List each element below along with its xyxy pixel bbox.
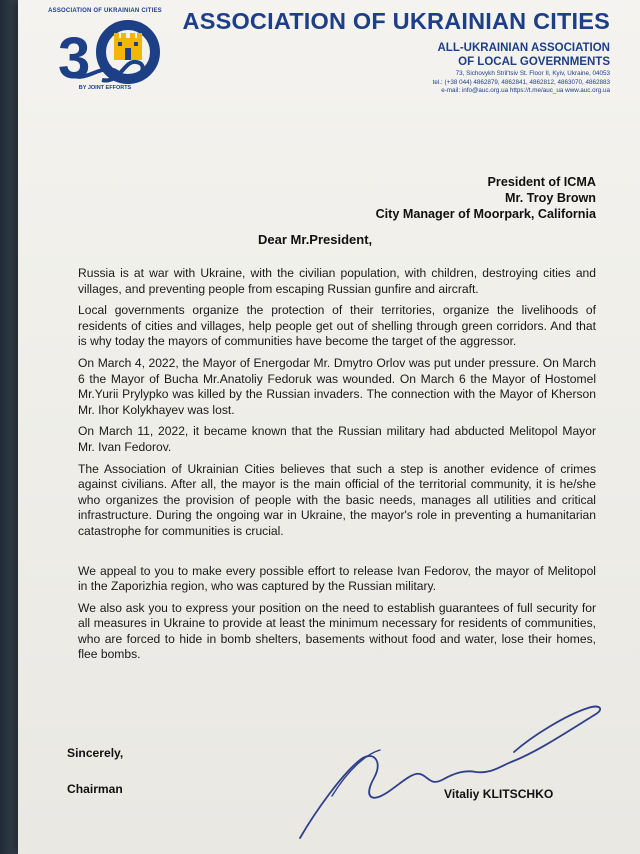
email-web-line: e-mail: info@auc.org.ua https://t.me/auc_ua www.auc.org.ua xyxy=(441,87,610,94)
logo-top-text: ASSOCIATION OF UKRAINIAN CITIES xyxy=(48,8,162,14)
paragraph: We appeal to you to make every possible effort to release Ivan Fedorov, the mayor of Melitopol in the Zaporizhia region, who was captured by the Russian military. xyxy=(78,563,596,594)
address-line: 73, Sichovykh Stril'tsiv St. Floor II, Kyiv, Ukraine, 04053 xyxy=(455,70,610,77)
association-logo xyxy=(40,8,170,96)
signer-title: Chairman xyxy=(67,782,123,796)
phone-line: tel.: (+38 044) 4862879, 4862841, 4862812, 4863070, 4862883 xyxy=(432,78,610,86)
salutation: Dear Mr.President, xyxy=(258,232,373,247)
organization-subtitle xyxy=(438,41,611,69)
paragraph: The Association of Ukrainian Cities believes that such a step is another evidence of crimes against civilians. After all, the mayor is the main official of the territorial community, it is he/she who organizes the provision of people with the basic needs, manages all utilities and critical infrastructure. During the ongoing war in Ukraine, the mayor's role in preventing a humanitarian catastrophe for communities is crucial. xyxy=(78,461,596,538)
paragraph: Russia is at war with Ukraine, with the civilian population, with children, destroying cities and villages, and preventing people from escaping Russian gunfire and aircraft. xyxy=(78,266,596,296)
svg-text:3: 3 xyxy=(58,26,91,91)
paragraph: We also ask you to express your position on the need to establish guarantees of full security for all measures in Ukraine to provide at least the minimum necessary for residents of communities, who are forced to hide in bomb shelters, basements without food and water, lose their homes, flee bombs. xyxy=(78,600,596,662)
closing-phrase: Sincerely, xyxy=(67,746,124,760)
subtitle-line-1: ALL-UKRAINIAN ASSOCIATION xyxy=(437,42,610,54)
handwritten-signature xyxy=(270,700,610,850)
paragraph: On March 11, 2022, it became known that the Russian military had abducted Melitopol Mayor Mr. Ivan Fedorov. xyxy=(78,424,596,454)
signer-name: Vitaliy KLITSCHKO xyxy=(444,787,554,801)
paragraph: Local governments organize the protection of their territories, organize the livelihoods of residents of cities and villages, help people get out of shelling through green corridors. And that is why today the mayors of communities have become the target of the aggressor. xyxy=(78,303,596,349)
desk-edge xyxy=(0,0,18,854)
organization-title: ASSOCIATION OF UKRAINIAN CITIES xyxy=(182,8,610,34)
logo-30-emblem xyxy=(40,8,170,96)
recipient-line-3: City Manager of Moorpark, California xyxy=(375,207,596,221)
recipient-line-2: Mr. Troy Brown xyxy=(505,191,596,205)
organization-contacts xyxy=(433,70,610,96)
paragraph: On March 4, 2022, the Mayor of Energodar Mr. Dmytro Orlov was put under pressure. On March 6 the Mayor of Bucha Mr.Anatoliy Fedoruk was wounded. On March 6 the Mayor of Hostomel Mr.Yurii Prylypko was killed by the Russian invaders. The connection with the Mayor of Kherson Mr. Ihor Kolykhayev was lost. xyxy=(78,355,596,417)
letter-body xyxy=(78,266,596,669)
recipient-line-1: President of ICMA xyxy=(487,175,596,189)
subtitle-line-2: OF LOCAL GOVERNMENTS xyxy=(458,56,610,68)
logo-motto: BY JOINT EFFORTS xyxy=(78,85,132,91)
recipient-block xyxy=(376,174,596,222)
